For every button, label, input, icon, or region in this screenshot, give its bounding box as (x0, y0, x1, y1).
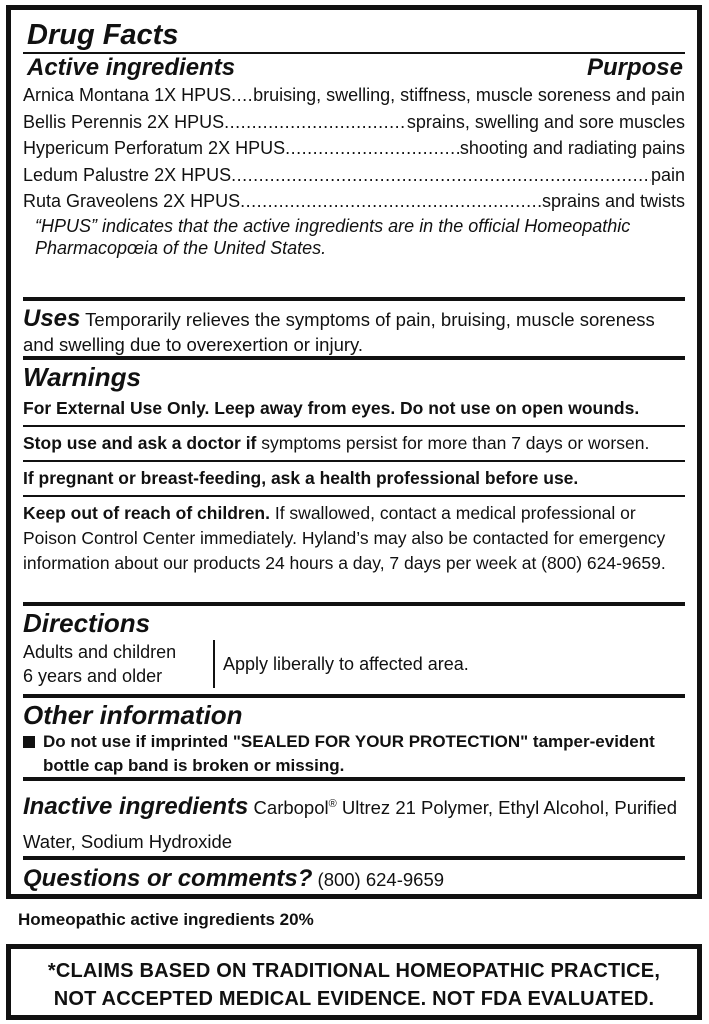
active-ingredients-header (23, 52, 685, 82)
ingredient-name: Ledum Palustre 2X HPUS (23, 164, 232, 185)
stop-use-text: symptoms persist for more than 7 days or worsen. (256, 433, 650, 453)
warnings-heading: Warnings (23, 362, 141, 392)
age-line-1: Adults and children (23, 642, 177, 662)
drug-facts-title: Drug Facts (27, 19, 179, 51)
other-information-section (23, 698, 685, 781)
questions-heading: Questions or comments? (23, 865, 313, 892)
inactive-ingredients-section (23, 781, 685, 860)
directions-section (23, 606, 685, 698)
ingredient-row (23, 135, 685, 162)
stop-use-warning (23, 427, 685, 462)
registered-mark: ® (328, 798, 337, 810)
external-use-warning: For External Use Only. Leep away from eyes. Do not use on open wounds. (23, 392, 685, 427)
inactive-ingredients-text (23, 787, 685, 859)
children-text: If swallowed, contact a medical professional or Poison Control Center immediately. Hyland’s may also be contacted for emergency information about our products 24 hours a day, 7 days per week at (800) 624-9659. (23, 503, 666, 573)
children-label: Keep out of reach of children. (23, 503, 270, 523)
ingredient-row (23, 82, 685, 109)
uses-text (23, 306, 685, 357)
stop-use-label: Stop use and ask a doctor if (23, 433, 257, 453)
ingredient-purpose: sprains, swelling and sore muscles (406, 111, 685, 132)
ingredient-purpose: sprains and twists (541, 191, 685, 211)
active-ingredients-heading: Active ingredients (27, 54, 236, 81)
ingredient-name: Arnica Montana 1X HPUS (23, 85, 232, 105)
square-bullet-icon (23, 736, 35, 748)
leader-dots (231, 162, 651, 189)
homeopathic-percentage: Homeopathic active ingredients 20% (18, 910, 314, 929)
leader-dots (231, 82, 253, 109)
age-line-2: 6 years and older (23, 666, 163, 686)
ingredient-purpose: bruising, swelling, stiffness, muscle soreness and pain (253, 85, 685, 105)
claims-line-2: NOT ACCEPTED MEDICAL EVIDENCE. NOT FDA EVALUATED. (53, 988, 655, 1010)
children-warning (23, 497, 685, 580)
drug-facts-panel (6, 5, 702, 899)
directions-heading: Directions (23, 608, 151, 638)
other-information-item (23, 730, 685, 778)
ingredient-purpose: shooting and radiating pains (459, 138, 685, 158)
inactive-ingredients-part-a: Carbopol (248, 797, 329, 819)
leader-dots (285, 135, 460, 162)
ingredient-name: Ruta Graveolens 2X HPUS (23, 191, 241, 211)
ingredient-row (23, 162, 685, 189)
ingredient-row (23, 188, 685, 215)
leader-dots (224, 109, 407, 136)
ingredient-name: Bellis Perennis 2X HPUS (23, 111, 225, 132)
ingredient-name: Hypericum Perforatum 2X HPUS (23, 138, 286, 158)
other-information-text: Do not use if imprinted "SEALED FOR YOUR PROTECTION" tamper-evident bottle cap band is broken or missing. (43, 732, 655, 775)
directions-age-group (23, 640, 213, 688)
claims-disclaimer-box (6, 944, 702, 1020)
pregnancy-warning: If pregnant or breast-feeding, ask a health professional before use. (23, 462, 685, 497)
claims-line-1: *CLAIMS BASED ON TRADITIONAL HOMEOPATHIC PRACTICE, (47, 960, 661, 982)
inactive-ingredients-part-b: Ultrez 21 Polymer, Ethyl Alcohol, Purified Water, Sodium Hydroxide (23, 797, 678, 853)
warnings-section (23, 360, 685, 606)
ingredient-row (23, 109, 685, 136)
directions-instruction: Apply liberally to affected area. (213, 640, 469, 688)
uses-section (23, 301, 685, 360)
other-information-heading: Other information (23, 700, 243, 730)
questions-text (23, 866, 685, 892)
questions-section (23, 860, 685, 892)
uses-heading: Uses (23, 305, 81, 332)
questions-phone: (800) 624-9659 (312, 869, 445, 890)
active-ingredients-section (23, 18, 685, 301)
hpus-note: “HPUS” indicates that the active ingredients are in the official Homeopathic Pharmacopœia of the United States. (35, 215, 631, 258)
inactive-ingredients-heading: Inactive ingredients (23, 793, 249, 821)
uses-body: Temporarily relieves the symptoms of pain, bruising, muscle soreness and swelling due to overexertion or injury. (23, 309, 655, 355)
leader-dots (240, 188, 542, 215)
directions-row (23, 640, 685, 688)
ingredient-purpose: pain (650, 164, 685, 185)
purpose-heading: Purpose (586, 54, 683, 81)
